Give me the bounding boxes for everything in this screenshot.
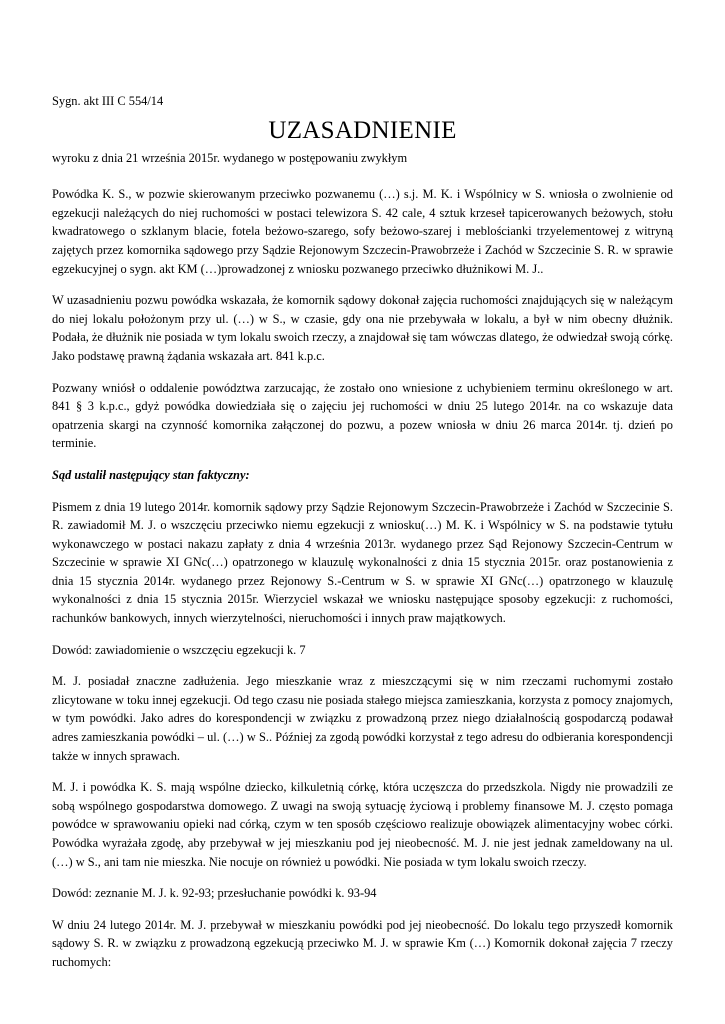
paragraph-justification: W uzasadnieniu pozwu powódka wskazała, że komornik sądowy dokonał zajęcia ruchomości znajdujących się w należącym do niej lokalu położonym przy ul. (…) w S., w czasie, gdy ona nie przebywała w lokalu, a był w nim obecny dłużnik. Podała, że dłużnik nie posiada w tym lokalu swoich rzeczy, a znajdował się tam wówczas dlatego, że odwiedzał swoją córkę. Jako podstawę prawną żądania wskazała art. 841 k.p.c. xyxy=(52,293,673,363)
evidence-line-1: Dowód: zawiadomienie o wszczęciu egzekucji k. 7 xyxy=(52,642,306,657)
paragraph-facts-notice: Pismem z dnia 19 lutego 2014r. komornik sądowy przy Sądzie Rejonowym Szczecin-Prawobrzeże i Zachód w Szczecinie S. R. zawiadomił M. J. o wszczęciu przeciwko niemu egzekucji z wniosku(…) M. K. i Wspólnicy w S. na podstawie tytułu wykonawczego w postaci nakazu zapłaty z dnia 4 września 2013r. wydanego przez Sąd Rejonowy Szczecin-Centrum w Szczecinie w sprawie XI GNc(…) opatrzonego w klauzulę wykonalności z dnia 15 stycznia 2015r. oraz postanowienia z dnia 15 stycznia 2014r. wydanego przez Rejonowy S.-Centrum w S. w sprawie XI GNc(…) opatrzonego w klauzulę wykonalności z dnia 15 stycznia 2015r. Wierzyciel wskazał we wniosku następujące sposoby egzekucji: z ruchomości, rachunków bankowych, innych wierzytelności, nieruchomości i innych praw majątkowych. xyxy=(52,499,673,626)
facts-heading: Sąd ustalił następujący stan faktyczny: xyxy=(52,467,250,482)
paragraph-defendant-response: Pozwany wniósł o oddalenie powództwa zarzucając, że zostało ono wniesione z uchybieniem terminu określonego w art. 841 § 3 k.p.c., gdyż powódka dowiedziała się o zajęciu jej ruchomości w dniu 25 lutego 2014r. na co wskazuje data opatrzenia skargi na czynność komornika załączonej do pozwu, a pozew wniosła w dniu 26 marca 2014r. tj. dzień po terminie. xyxy=(52,380,673,451)
paragraph-claim: Powódka K. S., w pozwie skierowanym przeciwko pozwanemu (…) s.j. M. K. i Wspólnicy w S. wniosła o zwolnienie od egzekucji należących do niej ruchomości w postaci telewizora S. 42 cale, 4 sztuk krzeseł tapicerowanych beżowych, stołu kwadratowego o szklanym blacie, fotela beżowo-szarego, sofy beżowo-szarej i meblościanki trzyelementowej z witryną zajętych przez komornika sądowego przy Sądzie Rejonowym Szczecin-Prawobrzeże i Zachód w Szczecinie S. R. w sprawie egzekucyjnej o sygn. akt KM (…)prowadzonej z wniosku pozwanego przeciwko dłużnikowi M. J.. xyxy=(52,187,673,276)
paragraph-facts-seizure: W dniu 24 lutego 2014r. M. J. przebywał w mieszkaniu powódki pod jej nieobecność. Do lokalu tego przyszedł komornik sądowy S. R. w związku z prowadzoną egzekucją przeciwko M. J. w sprawie Km (…) Komornik dokonał zajęcia 7 rzeczy ruchomych: xyxy=(52,917,673,969)
document-subtitle: wyroku z dnia 21 września 2015r. wydanego w postępowaniu zwykłym xyxy=(52,150,408,165)
paragraph-facts-family: M. J. i powódka K. S. mają wspólne dziecko, kilkuletnią córkę, która uczęszcza do przedszkola. Nigdy nie prowadzili ze sobą wspólnego gospodarstwa domowego. Z uwagi na swoją sytuację życiową i problemy finansowe M. J. często pomaga powódce w sprawowaniu opieki nad córką, czym w ten sposób częściowo realizuje obowiązek alimentacyjny wobec córki. Powódka wyrażała zgodę, aby przebywał w jej mieszkaniu pod jej nieobecność. M. J. nie jest jednak zameldowany na ul. (…) w S., ani tam nie mieszka. Nie nocuje on również u powódki. Nie posiada w tym lokalu swoich rzeczy. xyxy=(52,780,673,869)
document-title: UZASADNIENIE xyxy=(268,116,457,144)
evidence-line-2: Dowód: zeznanie M. J. k. 92-93; przesłuchanie powódki k. 93-94 xyxy=(52,886,377,901)
case-number: Sygn. akt III C 554/14 xyxy=(52,94,164,108)
paragraph-facts-debts: M. J. posiadał znaczne zadłużenia. Jego mieszkanie wraz z mieszczącymi się w nim rzeczami ruchomymi zostało zlicytowane w toku innej egzekucji. Od tego czasu nie posiada stałego miejsca zamieszkania, korzysta z pomocy znajomych, w tym powódki. Jako adres do korespondencji w związku z prowadzoną przez niego działalnością gospodarczą podawał adres zamieszkania powódki – ul. (…) w S.. Później za zgodą powódki korzystał z tego adresu do odbierania korespondencji także w innych sprawach. xyxy=(52,674,673,763)
